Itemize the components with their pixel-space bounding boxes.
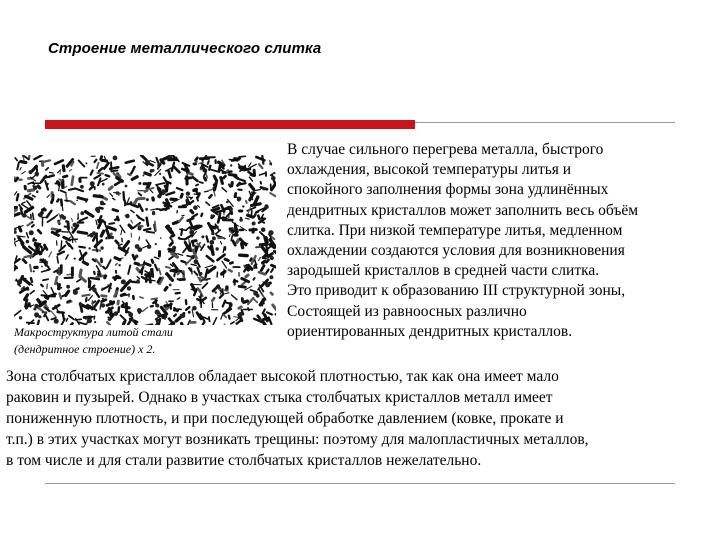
- image-caption: [14, 324, 276, 358]
- accent-bar: [45, 120, 415, 129]
- paragraph-line: раковин и пузырей. Однако в участках стыка столбчатых кристаллов металл имеет: [6, 389, 553, 406]
- paragraph-line: слитка. При низкой температуре литья, медленном: [287, 221, 623, 239]
- paragraph-line: т.п.) в этих участках могут возникать трещины: поэтому для малопластичных металлов,: [6, 431, 589, 448]
- paragraph-line: Зона столбчатых кристаллов обладает высокой плотностью, так как она имеет мало: [6, 368, 559, 385]
- paragraph-line: в том числе и для стали развитие столбчатых кристаллов нежелательно.: [6, 452, 482, 469]
- caption-line: Макроструктура литой стали: [14, 325, 173, 339]
- slide-title: Строение металлического слитка: [48, 40, 322, 57]
- caption-line: (дендритное строение) х 2.: [14, 342, 156, 356]
- paragraph-line: дендритных кристаллов может заполнить весь объём: [287, 201, 639, 219]
- bottom-paragraph: [6, 366, 706, 471]
- right-paragraph: [287, 140, 707, 342]
- paragraph-line: спокойного заполнения формы зона удлинённых: [287, 181, 609, 199]
- paragraph-line: охлаждения, высокой температуры литья и: [287, 161, 572, 179]
- paragraph-line: зародышей кристаллов в средней части слитка.: [287, 262, 600, 280]
- macrostructure-image: [14, 155, 276, 325]
- paragraph-line: пониженную плотность, и при последующей обработке давлением (ковке, прокате и: [6, 410, 564, 427]
- paragraph-line: Это приводит к образованию III структурной зоны,: [287, 282, 626, 300]
- paragraph-line: охлаждении создаются условия для возникновения: [287, 242, 625, 260]
- paragraph-line: Состоящей из равноосных различно: [287, 302, 527, 320]
- dendritic-macrostructure-micrograph-icon: [14, 155, 276, 325]
- paragraph-line: ориентированных дендритных кристаллов.: [287, 322, 573, 340]
- bottom-divider-line: [45, 483, 675, 484]
- paragraph-line: В случае сильного перегрева металла, быстрого: [287, 141, 604, 158]
